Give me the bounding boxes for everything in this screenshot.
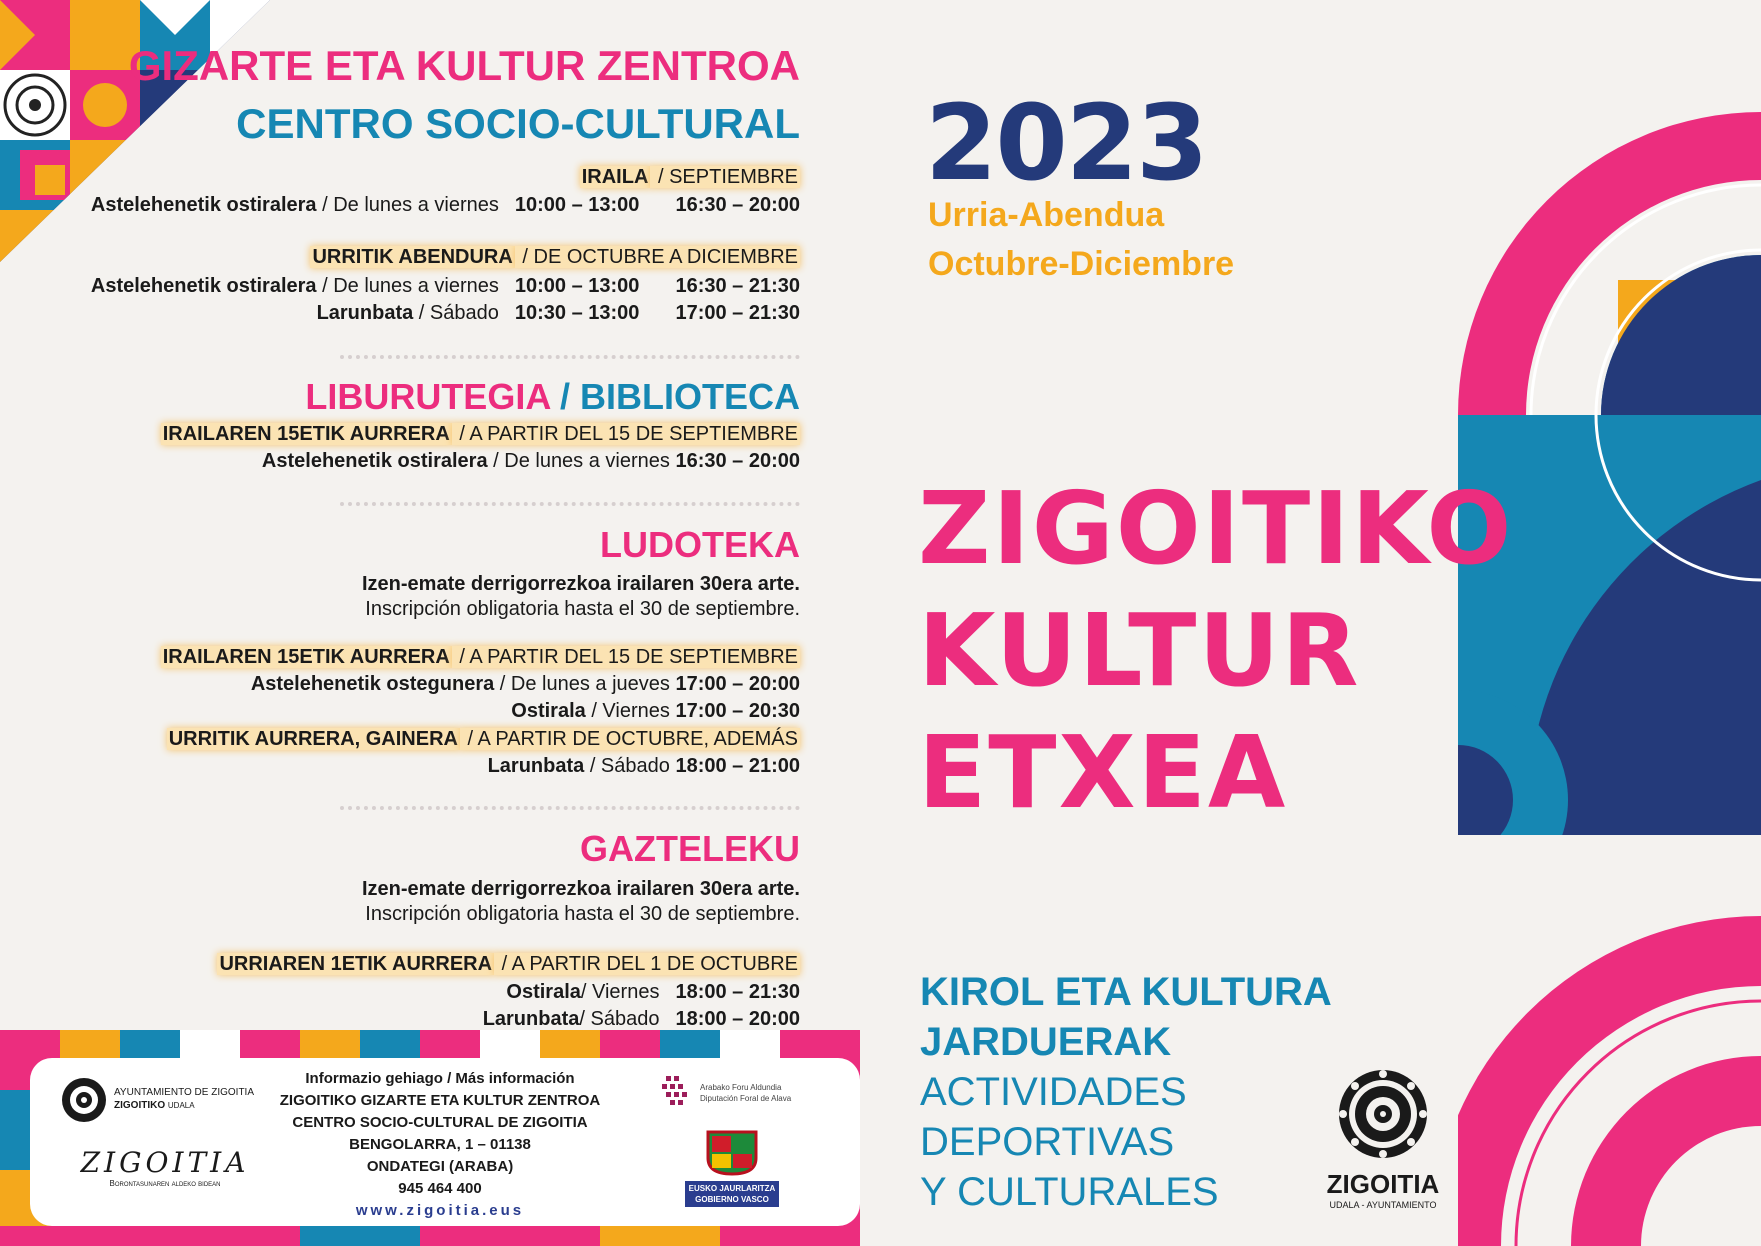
label-es: / A PARTIR DEL 15 DE SEPTIEMBRE [453, 423, 798, 445]
centro-title-es: CENTRO SOCIO-CULTURAL [236, 100, 800, 147]
info-line1: Informazio gehiago / Más información [305, 1070, 575, 1087]
centro-oct-row2 [60, 300, 800, 327]
title-sep: / [549, 376, 580, 417]
days-eu: Astelehenetik ostiralera [90, 275, 317, 297]
zigoitia-script: ZIGOITIA [80, 1146, 250, 1179]
days-es: / De lunes a viernes [487, 450, 676, 472]
ayto-line1: AYUNTAMIENTO DE ZIGOITIA [114, 1087, 255, 1098]
days-es: / Viernes [580, 981, 665, 1003]
gv-line2: GOBIERNO VASCO [695, 1195, 769, 1204]
main-title-line2: KULTUR [918, 592, 1361, 709]
diputacion-logo [660, 1074, 850, 1118]
info-line5: ONDATEGI (ARABA) [366, 1158, 514, 1175]
period-es: Octubre-Diciembre [928, 245, 1235, 283]
centro-title-eu: GIZARTE ETA KULTUR ZENTROA [128, 42, 800, 89]
label-es: / A PARTIR DE OCTUBRE, ADEMÁS [461, 728, 798, 750]
year-heading: 2023 [925, 82, 1207, 204]
time-1: 17:00 – 20:30 [675, 700, 800, 722]
biblioteca-title [60, 376, 800, 418]
brand-sub: UDALA - AYUNTAMIENTO [1329, 1200, 1437, 1210]
days-es: / De lunes a viernes [316, 275, 499, 297]
days-es: / Sábado [579, 1008, 665, 1030]
gazteleku-note-eu: Izen-emate derrigorrezkoa irailaren 30era arte. [362, 878, 800, 900]
gobierno-vasco-logo [685, 1130, 779, 1210]
ludoteka-label1 [60, 646, 800, 669]
website-link[interactable]: www.zigoitia.eus [355, 1202, 525, 1219]
dip-line2: Diputación Foral de Alava [700, 1094, 792, 1103]
main-title-line1: ZIGOITIKO [918, 470, 1514, 587]
days-eu: Larunbata [316, 302, 414, 324]
gazteleku-label [60, 953, 800, 976]
label-eu: URRITIK AURRERA, GAINERA [168, 728, 458, 750]
gazteleku-row1 [60, 979, 800, 1006]
info-line2: ZIGOITIKO GIZARTE ETA KULTUR ZENTROA [279, 1092, 601, 1109]
time-2: 17:00 – 21:30 [675, 302, 800, 324]
gazteleku-title: GAZTELEKU [580, 828, 800, 869]
label-es: / A PARTIR DEL 1 DE OCTUBRE [496, 953, 798, 975]
zigoitia-script-logo [70, 1146, 260, 1206]
time-1: 18:00 – 21:00 [675, 755, 800, 777]
time-1: 18:00 – 20:00 [675, 1008, 800, 1030]
biblioteca-row [60, 448, 800, 475]
info-block [270, 1068, 610, 1222]
divider [340, 806, 800, 810]
label-es: / SEPTIEMBRE [652, 166, 798, 188]
label-es: / DE OCTUBRE A DICIEMBRE [516, 246, 798, 268]
kirol-line1: KIROL ETA KULTURA [920, 970, 1332, 1014]
label-eu: URRIAREN 1ETIK AURRERA [219, 953, 493, 975]
zigoitia-tagline: Borontasunaren aldeko bidean [109, 1179, 221, 1188]
activities-line3: Y CULTURALES [920, 1170, 1219, 1214]
ludoteka-label2 [60, 728, 800, 751]
brand-name: ZIGOITIA [1326, 1169, 1440, 1199]
activities-line1: ACTIVIDADES [920, 1070, 1187, 1114]
days-es: / Sábado [413, 302, 499, 324]
gazteleku-row2 [60, 1006, 800, 1033]
diputacion-emblem-icon [660, 1074, 696, 1110]
title-es: BIBLIOTECA [580, 376, 800, 417]
time-1: 17:00 – 20:00 [675, 673, 800, 695]
info-line3: CENTRO SOCIO-CULTURAL DE ZIGOITIA [292, 1114, 588, 1131]
days-es: / De lunes a jueves [494, 673, 676, 695]
ayto-line2: ZIGOITIKO [114, 1100, 166, 1111]
time-1: 10:00 – 13:00 [514, 275, 640, 297]
ayuntamiento-logo [60, 1076, 260, 1126]
days-eu: Larunbata [487, 755, 585, 777]
time-1: 16:30 – 20:00 [675, 450, 800, 472]
right-arc-pattern [1458, 0, 1761, 1246]
period-eu: Urria-Abendua [928, 196, 1165, 234]
activities-line2: DEPORTIVAS [920, 1120, 1175, 1164]
centro-oct-label [60, 246, 800, 269]
gobierno-vasco-shield-icon [704, 1130, 760, 1176]
ayuntamiento-emblem-icon [60, 1076, 108, 1124]
centro-oct-row1 [60, 273, 800, 300]
time-2: 16:30 – 20:00 [675, 194, 800, 216]
ayto-line2b: UDALA [167, 1101, 195, 1110]
main-title-line3: ETXEA [918, 714, 1288, 831]
gazteleku-note-es: Inscripción obligatoria hasta el 30 de septiembre. [365, 903, 800, 925]
days-es: / De lunes a viernes [316, 194, 499, 216]
time-1: 10:30 – 13:00 [514, 302, 640, 324]
days-eu: Astelehenetik ostiralera [90, 194, 317, 216]
centro-sep-row [60, 192, 800, 219]
ludoteka-row3 [60, 753, 800, 780]
ludoteka-row1 [60, 671, 800, 698]
zigoitia-brand-logo [1318, 1068, 1448, 1218]
ludoteka-note-eu: Izen-emate derrigorrezkoa irailaren 30era arte. [362, 573, 800, 595]
time-2: 16:30 – 21:30 [675, 275, 800, 297]
kirol-line2: JARDUERAK [920, 1020, 1172, 1064]
ludoteka-note-es: Inscripción obligatoria hasta el 30 de septiembre. [365, 598, 800, 620]
days-es: / Sábado [584, 755, 676, 777]
ludoteka-title: LUDOTEKA [600, 524, 800, 565]
dip-line1: Arabako Foru Aldundia [700, 1083, 782, 1092]
days-eu: Astelehenetik ostegunera [250, 673, 495, 695]
biblioteca-label [60, 423, 800, 446]
label-eu: IRAILAREN 15ETIK AURRERA [162, 646, 450, 668]
footer-info-card [30, 1058, 860, 1226]
label-eu: URRITIK ABENDURA [312, 246, 513, 268]
divider [340, 355, 800, 359]
zigoitia-emblem-icon [1337, 1068, 1429, 1160]
label-eu: IRAILA [581, 166, 649, 188]
time-1: 10:00 – 13:00 [514, 194, 640, 216]
days-eu: Ostirala [511, 700, 586, 722]
label-eu: IRAILAREN 15ETIK AURRERA [162, 423, 450, 445]
days-es: / Viernes [585, 700, 676, 722]
days-eu: Astelehenetik ostiralera [261, 450, 488, 472]
days-eu: Larunbata [482, 1008, 580, 1030]
info-line6: 945 464 400 [398, 1180, 482, 1197]
gv-line1: EUSKO JAURLARITZA [688, 1184, 776, 1193]
days-eu: Ostirala [506, 981, 581, 1003]
info-line4: BENGOLARRA, 1 – 01138 [349, 1136, 531, 1153]
label-es: / A PARTIR DEL 15 DE SEPTIEMBRE [453, 646, 798, 668]
title-eu: LIBURUTEGIA [305, 376, 550, 417]
centro-sep-label [60, 166, 800, 189]
ludoteka-row2 [60, 698, 800, 725]
time-1: 18:00 – 21:30 [675, 981, 800, 1003]
divider [340, 502, 800, 506]
